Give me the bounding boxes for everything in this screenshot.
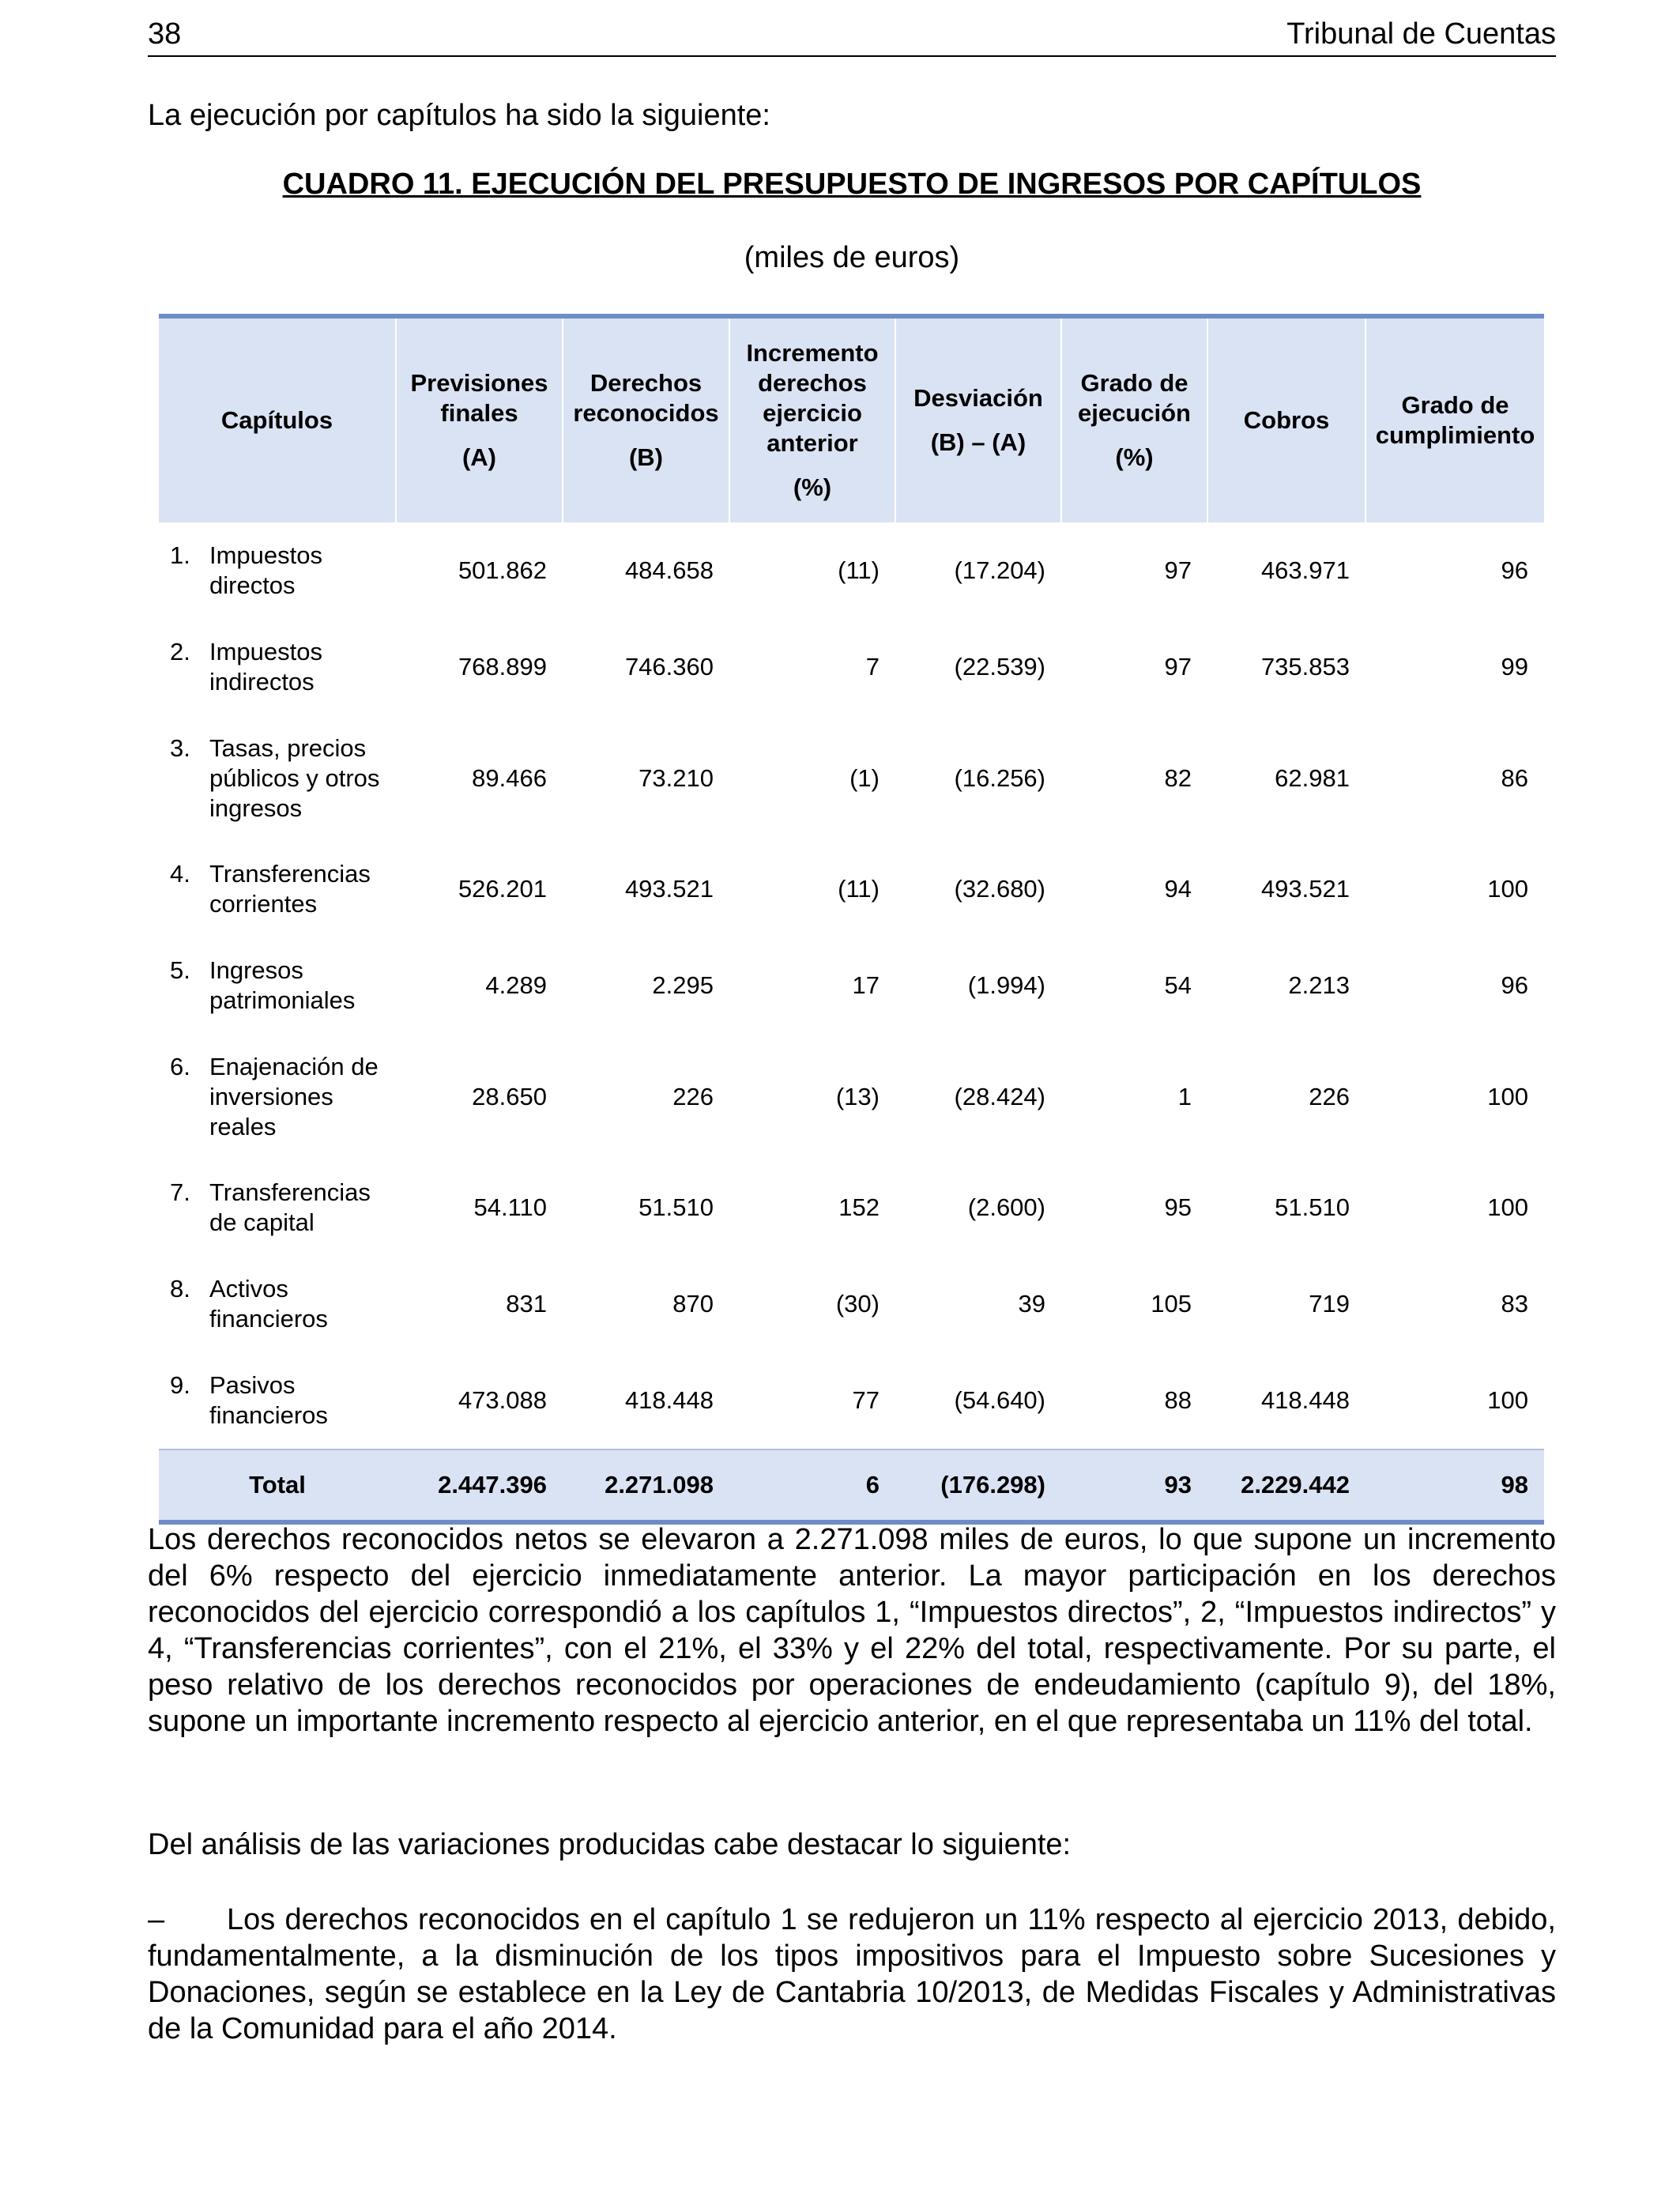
chapter-name: Enajenación de inversiones reales — [209, 1052, 379, 1140]
chapter-number: 7. — [170, 1178, 190, 1206]
cell-capitulo — [159, 1034, 396, 1159]
budget-table — [159, 314, 1544, 1525]
col-header-desviacion: Desviación (B) – (A) — [895, 316, 1061, 522]
col-header-incremento: Incremento derechos ejercicio anterior (%) — [729, 316, 895, 522]
total-grado-cumplimiento: 98 — [1365, 1449, 1544, 1522]
cell-grado-ejecucion: 105 — [1151, 1290, 1192, 1318]
chapter-name: Impuestos directos — [209, 541, 323, 599]
cell-grado-cumplimiento: 96 — [1501, 971, 1528, 999]
cell-derechos: 484.658 — [624, 556, 714, 584]
cell-grado-ejecucion: 82 — [1164, 763, 1192, 792]
cell-previsiones: 28.650 — [472, 1082, 547, 1110]
chapter-number: 9. — [170, 1371, 190, 1399]
total-cobros: 2.229.442 — [1207, 1449, 1365, 1522]
cell-derechos: 418.448 — [624, 1386, 714, 1414]
cell-capitulo — [159, 1352, 396, 1449]
chapter-name: Tasas, precios públicos y otros ingresos — [209, 733, 380, 822]
cell-incremento: (11) — [838, 556, 880, 584]
cell-incremento: (13) — [835, 1082, 880, 1110]
cell-cobros: 418.448 — [1260, 1386, 1350, 1414]
chapter-number: 2. — [170, 638, 190, 665]
col-header-cobros: Cobros — [1207, 316, 1365, 522]
cell-previsiones: 831 — [506, 1290, 547, 1318]
cell-grado-ejecucion: 1 — [1177, 1082, 1192, 1110]
cell-grado-cumplimiento: 100 — [1487, 1082, 1528, 1110]
cell-grado-cumplimiento: 100 — [1487, 1193, 1528, 1221]
table-row — [159, 715, 1544, 841]
total-previsiones: 2.447.396 — [396, 1449, 563, 1522]
chapter-number: 5. — [170, 956, 190, 984]
table-row — [159, 522, 1544, 619]
cell-cobros: 51.510 — [1275, 1193, 1350, 1221]
cell-desviacion: (17.204) — [954, 556, 1045, 584]
table-row — [159, 841, 1544, 937]
table-row — [159, 619, 1544, 715]
chapter-number: 1. — [170, 541, 190, 569]
total-desviacion: (176.298) — [895, 1449, 1061, 1522]
cell-grado-cumplimiento: 100 — [1487, 875, 1528, 903]
chapter-number: 8. — [170, 1275, 190, 1302]
cell-desviacion: (22.539) — [954, 653, 1045, 680]
chapter-number: 4. — [170, 860, 190, 888]
page-number: 38 — [148, 17, 182, 51]
cell-derechos: 73.210 — [638, 763, 714, 792]
cell-cobros: 62.981 — [1275, 763, 1350, 792]
cell-derechos: 746.360 — [624, 653, 714, 680]
cell-cobros: 719 — [1309, 1290, 1350, 1318]
cell-desviacion: (32.680) — [954, 875, 1045, 903]
cell-derechos: 870 — [672, 1290, 714, 1318]
cell-previsiones: 473.088 — [458, 1386, 547, 1414]
table-row — [159, 1159, 1544, 1256]
bullet-item — [148, 1902, 1556, 2047]
table-row — [159, 1256, 1544, 1352]
total-derechos: 2.271.098 — [563, 1449, 729, 1522]
cell-derechos: 226 — [672, 1082, 714, 1110]
chapter-name: Impuestos indirectos — [209, 638, 323, 696]
chapter-name: Activos financieros — [209, 1275, 328, 1333]
total-incremento: 6 — [729, 1449, 895, 1522]
cell-grado-ejecucion: 95 — [1164, 1193, 1192, 1221]
cell-desviacion: (16.256) — [954, 763, 1045, 792]
table-row — [159, 937, 1544, 1034]
cell-desviacion: (28.424) — [954, 1082, 1045, 1110]
cell-previsiones: 89.466 — [472, 763, 547, 792]
paragraph-derechos: Los derechos reconocidos netos se elevaron a 2.271.098 miles de euros, lo que supone un incremento del 6% respecto del ejercicio inmediatamente anterior. La mayor participación en los derechos reconocidos del ejercicio correspondió a los capítulos 1, “Impuestos directos”, 2, “Impuestos indirectos” y 4, “Transferencias corrientes”, con el 21%, el 33% y el 22% del total, respectivamente. Por su parte, el peso relativo de los derechos reconocidos por operaciones de endeudamiento (capítulo 9), del 18%, supone un importante incremento respecto al ejercicio anterior, en el que representaba un 11% del total. — [148, 1523, 1556, 1738]
cell-cobros: 493.521 — [1260, 875, 1350, 903]
cell-capitulo — [159, 522, 396, 619]
cell-grado-ejecucion: 88 — [1164, 1386, 1192, 1414]
table-total-row — [159, 1449, 1544, 1522]
bullet-dash: – — [148, 1903, 165, 1936]
cell-previsiones: 526.201 — [458, 875, 547, 903]
cell-cobros: 2.213 — [1288, 971, 1350, 999]
cell-incremento: (30) — [835, 1290, 880, 1318]
cell-grado-ejecucion: 97 — [1164, 653, 1192, 680]
cell-derechos: 2.295 — [652, 971, 714, 999]
col-header-derechos: Derechos reconocidos (B) — [563, 316, 729, 522]
cell-capitulo — [159, 619, 396, 715]
cell-grado-cumplimiento: 99 — [1501, 653, 1528, 680]
cell-capitulo — [159, 841, 396, 937]
cell-grado-cumplimiento: 86 — [1501, 763, 1528, 792]
cell-incremento: 17 — [852, 971, 880, 999]
table-row — [159, 1352, 1544, 1449]
cell-capitulo — [159, 937, 396, 1034]
cell-cobros: 226 — [1309, 1082, 1350, 1110]
cell-capitulo — [159, 1159, 396, 1256]
cell-previsiones: 54.110 — [473, 1193, 547, 1221]
cell-incremento: 152 — [838, 1193, 880, 1221]
cell-incremento: (1) — [849, 763, 880, 792]
col-header-previsiones: Previsiones finales (A) — [396, 316, 563, 522]
cell-capitulo — [159, 715, 396, 841]
cell-desviacion: (2.600) — [967, 1193, 1045, 1221]
col-header-grado-cumplimiento: Grado de cumplimiento — [1375, 391, 1535, 449]
paragraph-analisis: Del análisis de las variaciones producidas cabe destacar lo siguiente: — [148, 1828, 1072, 1861]
chapter-name: Transferencias corrientes — [209, 860, 371, 918]
total-label: Total — [159, 1449, 396, 1522]
cell-desviacion: (1.994) — [967, 971, 1045, 999]
chapter-name: Transferencias de capital — [209, 1178, 371, 1236]
chapter-name: Pasivos financieros — [209, 1371, 328, 1429]
cell-previsiones: 501.862 — [458, 556, 547, 584]
cell-previsiones: 4.289 — [485, 971, 547, 999]
cell-capitulo — [159, 1256, 396, 1352]
cell-incremento: (11) — [838, 875, 880, 903]
total-grado-ejecucion: 93 — [1061, 1449, 1207, 1522]
table-row — [159, 1034, 1544, 1159]
bullet-text: Los derechos reconocidos en el capítulo 1 se redujeron un 11% respecto al ejercicio 2013, debido, fundamentalmente, a la disminución de los tipos impositivos para el Impuesto sobre Sucesiones y Donaciones, según se establece en la Ley de Cantabria 10/2013, de Medidas Fiscales y Administrativas de la Comunidad para el año 2014. — [148, 1903, 1556, 2045]
table-header-row — [159, 316, 1544, 522]
cell-grado-ejecucion: 97 — [1164, 556, 1192, 584]
cell-grado-cumplimiento: 96 — [1501, 556, 1528, 584]
intro-text: La ejecución por capítulos ha sido la siguiente: — [148, 99, 770, 132]
cell-desviacion: (54.640) — [954, 1386, 1045, 1414]
chapter-name: Ingresos patrimoniales — [209, 956, 356, 1014]
page-header — [148, 17, 1556, 57]
cell-derechos: 51.510 — [638, 1193, 714, 1221]
cell-grado-cumplimiento: 83 — [1501, 1290, 1528, 1318]
chapter-number: 3. — [170, 733, 190, 762]
col-header-grado-ejecucion: Grado de ejecución (%) — [1061, 316, 1207, 522]
cell-derechos: 493.521 — [624, 875, 714, 903]
cell-grado-ejecucion: 94 — [1164, 875, 1192, 903]
table-title: CUADRO 11. EJECUCIÓN DEL PRESUPUESTO DE INGRESOS POR CAPÍTULOS — [282, 168, 1422, 201]
cell-cobros: 735.853 — [1260, 653, 1350, 680]
cell-incremento: 77 — [852, 1386, 880, 1414]
cell-grado-cumplimiento: 100 — [1487, 1386, 1528, 1414]
organization-name: Tribunal de Cuentas — [1286, 17, 1556, 51]
cell-previsiones: 768.899 — [458, 653, 547, 680]
col-header-capitulos: Capítulos — [159, 316, 396, 522]
table-units: (miles de euros) — [744, 241, 960, 274]
cell-desviacion: 39 — [1018, 1290, 1045, 1318]
cell-cobros: 463.971 — [1260, 556, 1350, 584]
cell-incremento: 7 — [865, 653, 880, 680]
cell-grado-ejecucion: 54 — [1164, 971, 1192, 999]
chapter-number: 6. — [170, 1052, 190, 1080]
